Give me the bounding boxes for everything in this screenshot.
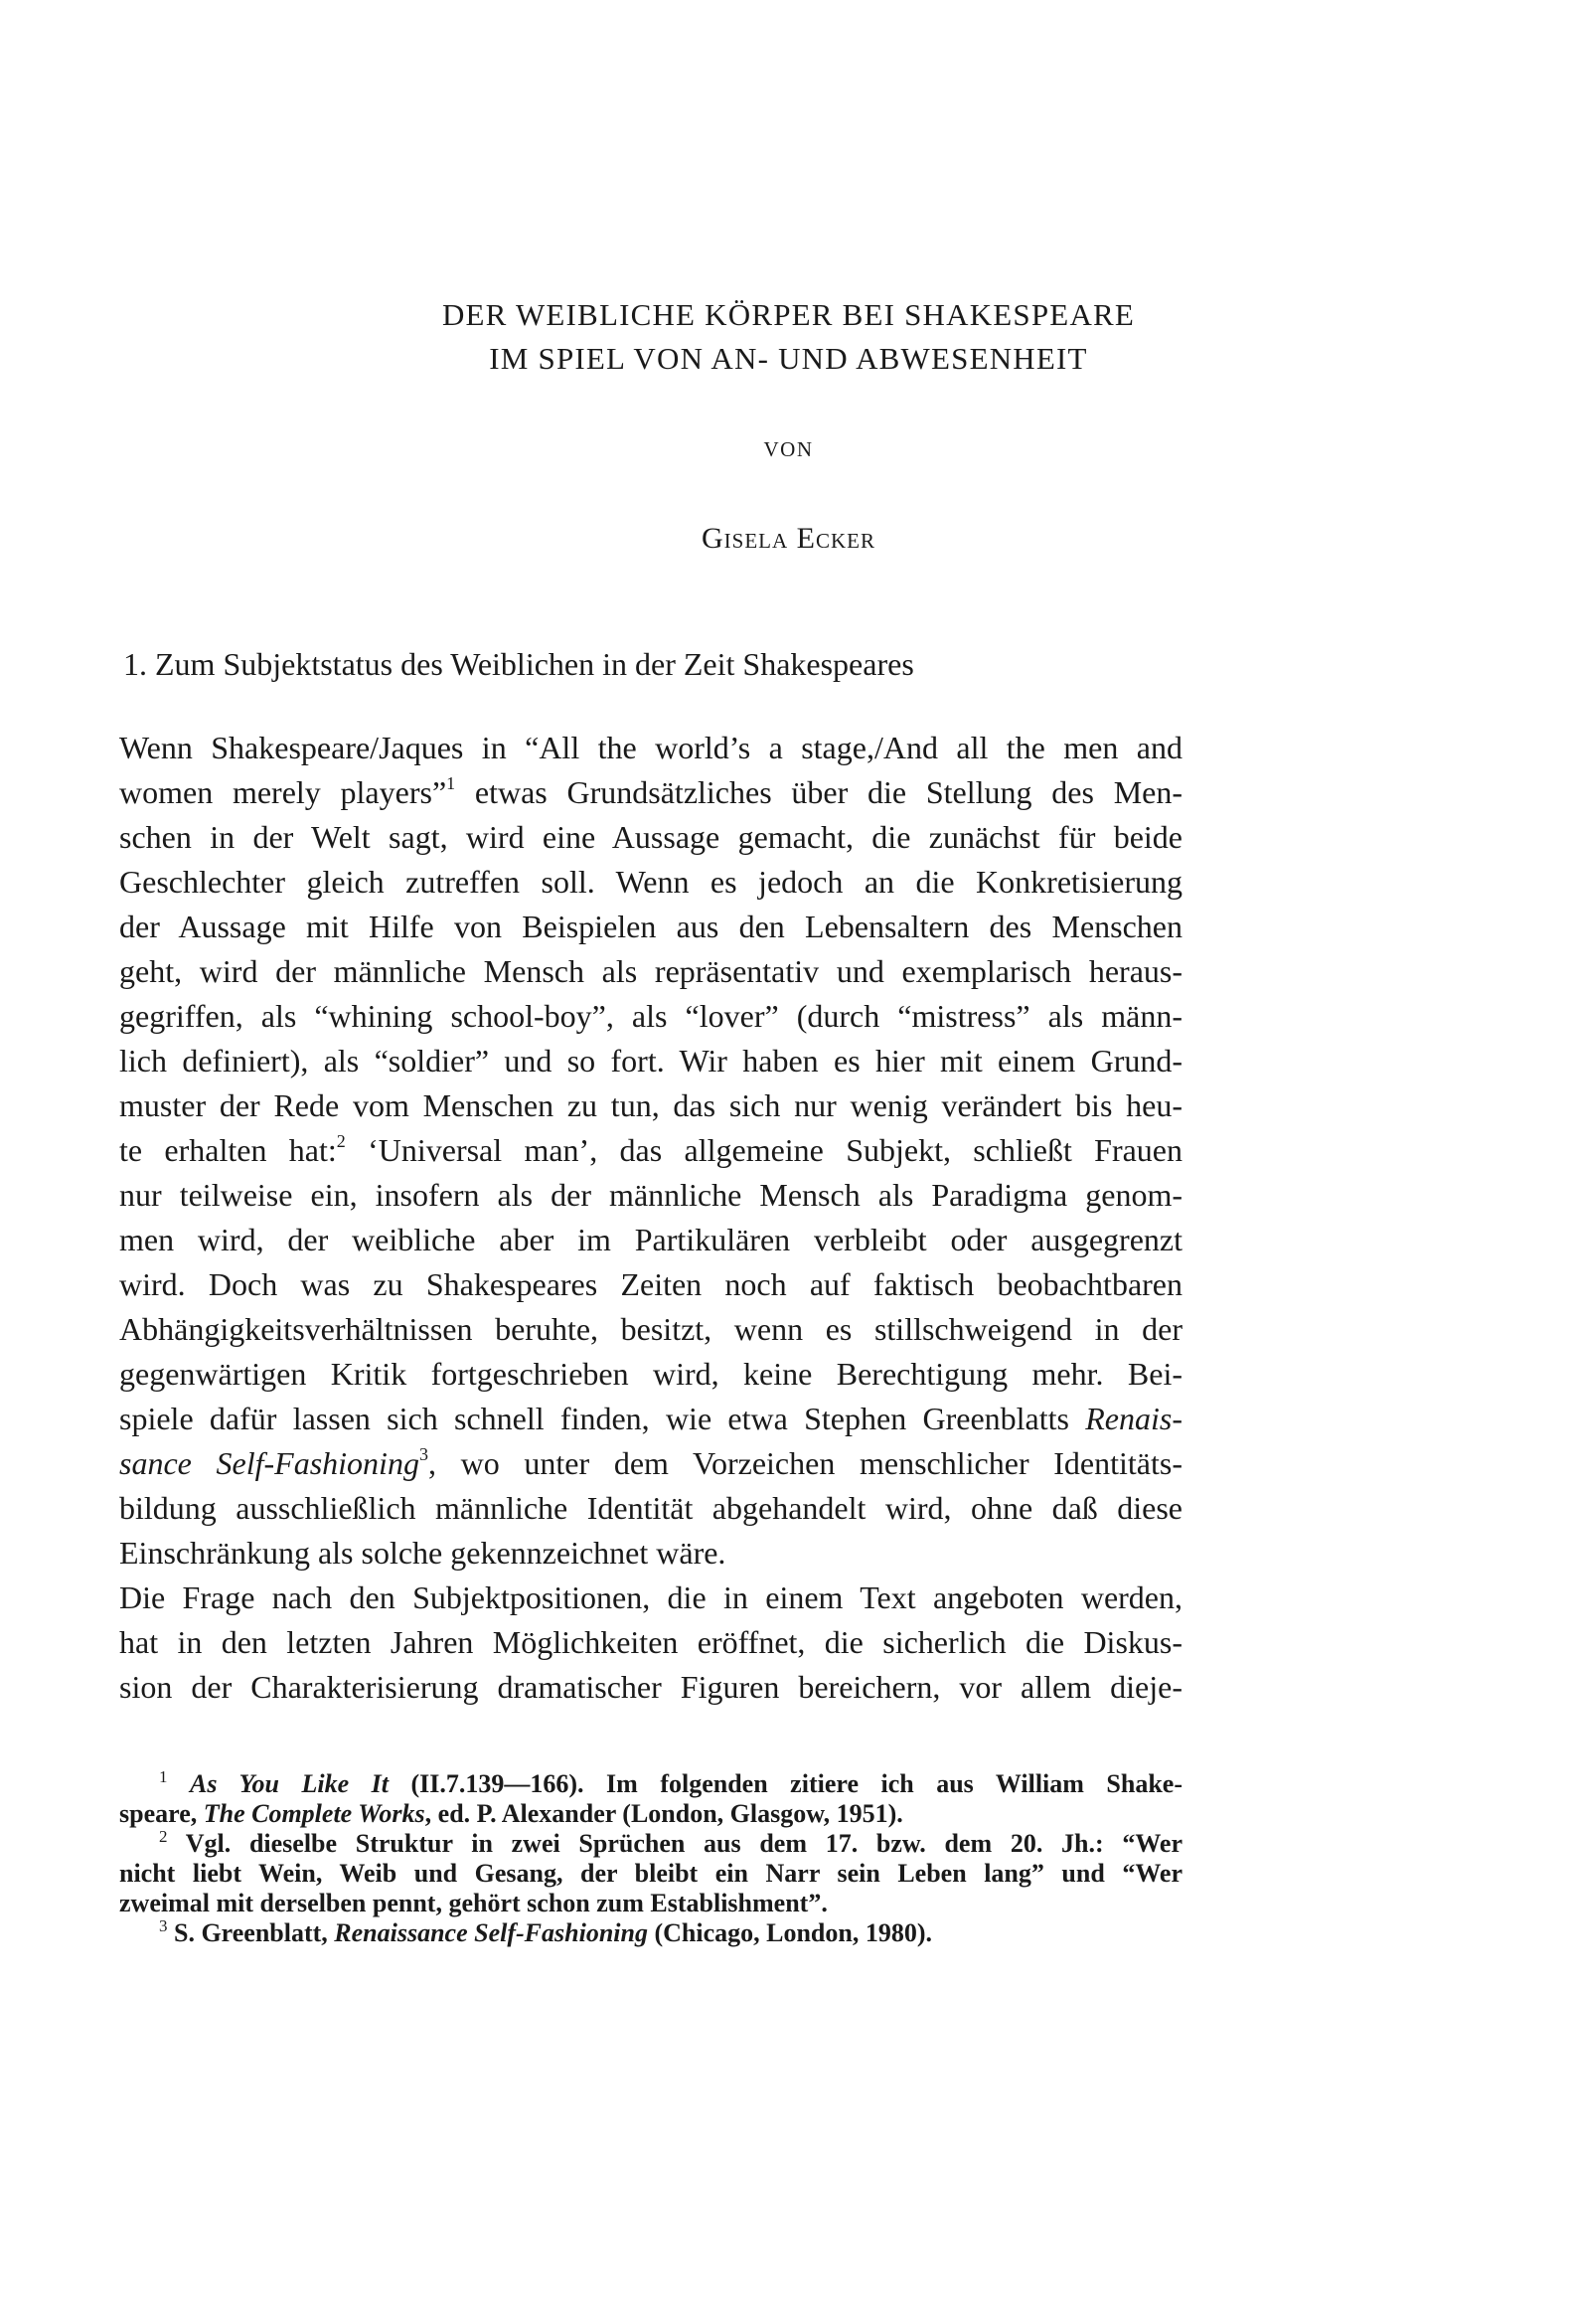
body-text-span: women merely players” bbox=[119, 774, 447, 810]
section-heading: 1. Zum Subjektstatus des Weiblichen in der Zeit Shakespeares bbox=[123, 646, 914, 682]
footnote-1-line bbox=[159, 1769, 1183, 1799]
footnote-text: speare, bbox=[119, 1799, 204, 1828]
footnote-1-line bbox=[119, 1799, 1183, 1829]
book-title-italic: sance Self-Fashioning bbox=[119, 1445, 419, 1481]
article-title-line-1: DER WEIBLICHE KÖRPER BEI SHAKESPEARE bbox=[441, 297, 1136, 332]
footnote-text: (Chicago, London, 1980). bbox=[647, 1918, 933, 1947]
author-name: Gisela Ecker bbox=[702, 522, 875, 555]
body-line: nur teilweise ein, insofern als der männliche Mensch als Paradigma genom- bbox=[119, 1177, 1183, 1213]
footnote-marker: 2 bbox=[159, 1827, 168, 1846]
footnote-2-line: zweimal mit derselben pennt, gehört schon zum Establishment”. bbox=[119, 1889, 828, 1917]
body-line: lich definiert), als “soldier” und so fort. Wir haben es hier mit einem Grund- bbox=[119, 1043, 1183, 1079]
body-line bbox=[119, 770, 1183, 814]
body-line: Geschlechter gleich zutreffen soll. Wenn es jedoch an die Konkretisierung bbox=[119, 864, 1183, 900]
body-line: gegenwärtigen Kritik fortgeschrieben wird, keine Berechtigung mehr. Bei- bbox=[119, 1356, 1183, 1392]
body-text-span: te erhalten hat: bbox=[119, 1132, 337, 1168]
body-line: wird. Doch was zu Shakespeares Zeiten noch auf faktisch beobachtbaren bbox=[119, 1266, 1183, 1302]
body-line: der Aussage mit Hilfe von Beispielen aus den Lebensaltern des Menschen bbox=[119, 909, 1183, 944]
footnote-text: , ed. P. Alexander (London, Glasgow, 1951). bbox=[424, 1799, 903, 1828]
footnote-text: Vgl. dieselbe Struktur in zwei Sprüchen aus dem 17. bzw. dem 20. Jh.: “Wer bbox=[167, 1829, 1183, 1858]
body-line bbox=[119, 1441, 1183, 1485]
body-line bbox=[119, 1397, 1183, 1440]
body-line: sion der Charakterisierung dramatischer Figuren bereichern, vor allem dieje- bbox=[119, 1669, 1183, 1705]
footnote-2-line: nicht liebt Wein, Weib und Gesang, der bleibt ein Narr sein Leben lang” und “Wer bbox=[119, 1859, 1183, 1888]
body-line: Einschränkung als solche gekennzeichnet wäre. bbox=[119, 1535, 726, 1571]
body-line: Wenn Shakespeare/Jaques in “All the world’s a stage,/And all the men and bbox=[119, 730, 1183, 765]
body-line: gegriffen, als “whining school-boy”, als “lover” (durch “mistress” als männ- bbox=[119, 998, 1183, 1034]
body-line: men wird, der weibliche aber im Partikulären verbleibt oder ausgegrenzt bbox=[119, 1222, 1183, 1257]
body-text-span: spiele dafür lassen sich schnell finden, wie etwa Stephen Greenblatts bbox=[119, 1401, 1086, 1436]
footnote-italic: The Complete Works bbox=[203, 1799, 425, 1828]
body-line: bildung ausschließlich männliche Identität abgehandelt wird, ohne daß diese bbox=[119, 1490, 1183, 1526]
body-line: Die Frage nach den Subjektpositionen, die in einem Text angeboten werden, bbox=[119, 1579, 1183, 1615]
footnote-text: S. Greenblatt, bbox=[167, 1918, 335, 1947]
body-line: schen in der Welt sagt, wird eine Aussage gemacht, die zunächst für beide bbox=[119, 819, 1183, 855]
footnote-marker: 1 bbox=[159, 1767, 168, 1786]
book-title-italic: Renais- bbox=[1085, 1401, 1183, 1436]
footnote-marker: 3 bbox=[159, 1916, 168, 1935]
footnote-ref-2: 2 bbox=[336, 1131, 346, 1151]
body-line: geht, wird der männliche Mensch als repräsentativ und exemplarisch heraus- bbox=[119, 953, 1183, 989]
body-line: hat in den letzten Jahren Möglichkeiten eröffnet, die sicherlich die Diskus- bbox=[119, 1624, 1183, 1660]
body-line: muster der Rede vom Menschen zu tun, das sich nur wenig verändert bis heu- bbox=[119, 1087, 1183, 1123]
body-text-span: ‘Universal man’, das allgemeine Subjekt, schließt Frauen bbox=[345, 1132, 1183, 1168]
body-line bbox=[119, 1128, 1183, 1172]
article-title-line-2: IM SPIEL VON AN- UND ABWESENHEIT bbox=[489, 341, 1088, 376]
byline-von: VON bbox=[763, 437, 814, 461]
footnote-text: (II.7.139—166). Im folgenden zitiere ich aus William Shake- bbox=[388, 1769, 1183, 1798]
footnote-italic: Renaissance Self-Fashioning bbox=[334, 1918, 648, 1947]
body-text-span: etwas Grundsätzliches über die Stellung des Men- bbox=[455, 774, 1183, 810]
body-text-span: , wo unter dem Vorzeichen menschlicher Identitäts- bbox=[427, 1445, 1183, 1481]
footnote-3-line bbox=[159, 1918, 1183, 1948]
footnote-ref-3: 3 bbox=[418, 1444, 428, 1464]
footnote-italic: As You Like It bbox=[190, 1769, 389, 1798]
body-line: Abhängigkeitsverhältnissen beruhte, besitzt, wenn es stillschweigend in der bbox=[119, 1311, 1183, 1347]
footnote-ref-1: 1 bbox=[446, 773, 456, 793]
footnote-2-line bbox=[159, 1829, 1183, 1859]
